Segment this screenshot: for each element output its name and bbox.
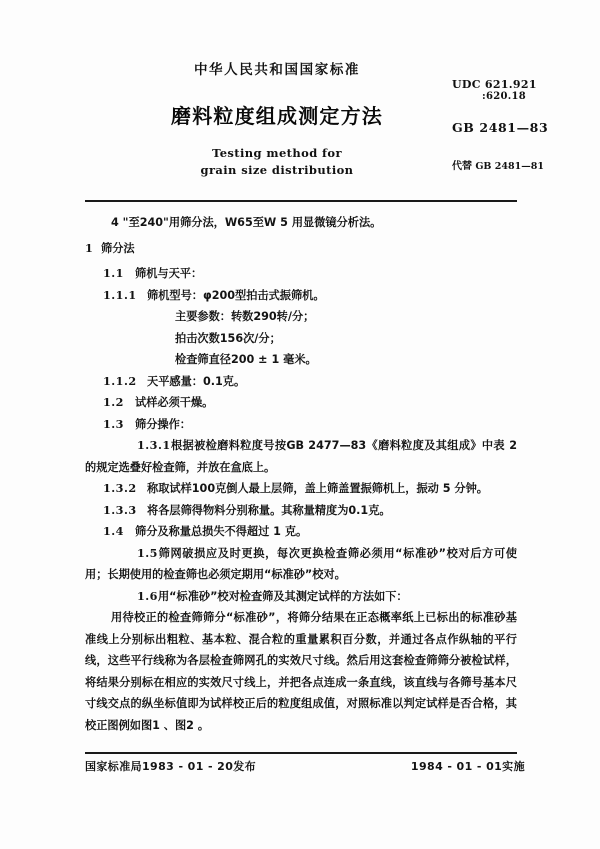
replaces-label: 代替 <box>452 161 472 172</box>
clause-number: 1.5 <box>137 545 158 560</box>
clause-number: 1.1.2 <box>103 373 137 388</box>
clause-1-5 <box>85 543 517 586</box>
parameter-text: 检查筛直径200 ± 1 毫米。 <box>175 353 317 366</box>
document-title: 磨料粒度组成测定方法 <box>171 104 383 128</box>
document-footer <box>85 758 525 774</box>
clause-text: 筛分操作： <box>135 417 191 431</box>
clause-1-3-2 <box>85 478 517 500</box>
replaces-number: GB 2481—81 <box>475 161 544 172</box>
clause-text: 将各层筛得物料分别称量。其称量精度为0.1克。 <box>147 503 391 517</box>
intro-line: 4 "至240"用筛分法，W65至W 5 用显微镜分析法。 <box>111 216 382 229</box>
udc-code: UDC 621.921 <box>452 78 537 91</box>
clause-number: 1.2 <box>103 395 124 409</box>
replaces-note <box>452 157 572 172</box>
clause-text: 用“标准砂”校对检查筛及其测定试样的方法如下： <box>157 589 408 603</box>
clause-text: 试样必须干燥。 <box>135 396 214 409</box>
parameter-line-taps <box>85 328 517 350</box>
document-subtitle <box>62 145 492 178</box>
udc-code-secondary: :620.18 <box>482 91 527 102</box>
subtitle-line-1: Testing method for <box>212 146 342 160</box>
section-number: 1 <box>85 240 94 255</box>
clause-text: 筛机与天平： <box>135 267 203 280</box>
clause-1-6-body-paragraph: 用待校正的检查筛筛分“标准砂”，将筛分结果在正态概率纸上已标出的标准砂基准线上分别标出粗粒、基本粒、混合粒的重量累积百分数，并通过各点作纵轴的平行线，这些平行线称为各层检查筛网孔的实效尺寸线。然后用这套检查筛筛分被检试样，将结果分别标在相应的实效尺寸线上，并把各点连成一条直线，该直线与各筛号基本尺寸线交点的纵坐标值即为试样校正后的粒度组成值，对照标准以判定试样是否合格，其校正图例如图1 、图2 。 <box>85 611 517 732</box>
parameter-text: 主要参数：转数290转/分； <box>175 310 315 323</box>
parameter-text: 拍击次数156次/分； <box>175 331 281 345</box>
clause-number: 1.4 <box>103 524 124 538</box>
issuing-authority-and-date: 国家标准局1983 - 01 - 20发布 <box>85 760 257 773</box>
clause-number: 1.3.1 <box>137 438 171 452</box>
effective-date: 1984 - 01 - 01实施 <box>410 760 525 773</box>
clause-1-1 <box>85 263 517 285</box>
clause-text: 天平感量：0.1克。 <box>147 374 246 388</box>
clause-number: 1.6 <box>137 588 158 603</box>
clause-text: 称取试样100克倒人最上层筛，盖上筛盖置振筛机上，振动 5 分钟。 <box>147 482 488 495</box>
clause-1-2 <box>85 392 517 414</box>
subtitle-line-2: grain size distribution <box>200 162 354 177</box>
clause-1-3-3 <box>85 500 517 522</box>
footer-divider-rule <box>85 752 517 754</box>
clause-1-6 <box>85 586 517 608</box>
clause-1-3-1 <box>85 435 517 478</box>
parameter-line-diameter <box>85 349 517 371</box>
clause-number: 1.3 <box>103 416 124 431</box>
parameter-line-rotation <box>85 306 517 328</box>
clause-1-1-2 <box>85 371 517 393</box>
clause-text: 根据被检磨料粒度号按GB 2477—83《磨料粒度及其组成》中表 2 的规定选叠好检查筛，并放在盒底上。 <box>85 439 517 474</box>
standard-metadata-block <box>452 78 572 172</box>
header-divider-rule <box>85 200 517 202</box>
clause-text: 筛机型号：φ200型拍击式振筛机。 <box>147 288 325 302</box>
section-heading-1 <box>85 238 517 260</box>
clause-text: 筛网破损应及时更换，每次更换检查筛必须用“标准砂”校对后方可使用；长期使用的检查筛也必须定期用“标准砂”校对。 <box>85 546 517 581</box>
clause-number: 1.3.2 <box>103 481 137 495</box>
clause-number: 1.1.1 <box>103 287 137 302</box>
section-title: 筛分法 <box>101 241 135 255</box>
standard-number: GB 2481—83 <box>452 120 549 135</box>
clause-1-1-1 <box>85 285 517 307</box>
clause-number: 1.3.3 <box>103 502 137 517</box>
clause-number: 1.1 <box>103 266 124 280</box>
document-body <box>85 212 517 736</box>
clause-1-3 <box>85 414 517 436</box>
clause-1-4 <box>85 521 517 543</box>
standard-organization-heading: 中华人民共和国国家标准 <box>193 62 361 78</box>
clause-text: 筛分及称量总损失不得超过 1 克。 <box>135 525 308 538</box>
